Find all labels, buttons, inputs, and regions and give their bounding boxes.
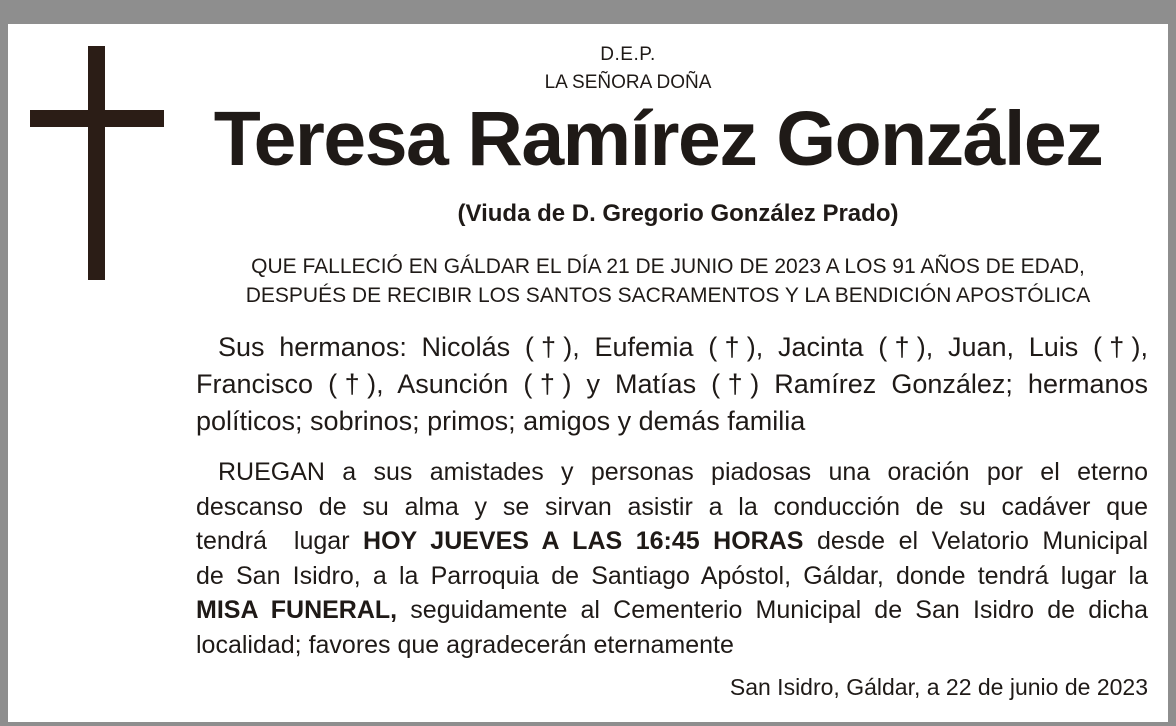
family-line: Sus hermanos: Nicolás (†), Eufemia (†), Jacinta (†), Juan, Luis (†), [218,332,1148,362]
funeral-mass-label: MISA FUNERAL, [196,596,398,624]
widow-of-line: (Viuda de D. Gregorio González Prado) [457,200,899,227]
deceased-name: Teresa Ramírez González [213,96,1103,182]
request-line [196,593,1148,628]
family-paragraph [196,329,1148,440]
death-notice [178,252,1158,310]
request-paragraph [196,455,1148,662]
latin-cross-icon [30,46,166,280]
obituary-card [8,24,1168,722]
family-line: Francisco (†), Asunción (†) y Matías (†) Ramírez González; hermanos [196,369,1148,399]
death-notice-line: QUE FALLECIÓ EN GÁLDAR EL DÍA 21 DE JUNIO DE 2023 A LOS 91 AÑOS DE EDAD, [251,255,1085,278]
request-text: seguidamente al Cementerio Municipal de San Isidro de dicha [397,596,1148,624]
dep-label: D.E.P. [600,44,656,65]
place-date-signature: San Isidro, Gáldar, a 22 de junio de 2023 [729,674,1148,700]
request-text: desde el Velatorio Municipal [803,527,1148,555]
service-time: HOY JUEVES A LAS 16:45 HORAS [363,527,804,555]
request-line: localidad; favores que agradecerán eternamente [196,630,734,659]
request-line: de San Isidro, a la Parroquia de Santiago Apóstol, Gáldar, donde tendrá lugar la [196,561,1148,590]
family-line: políticos; sobrinos; primos; amigos y demás familia [196,406,806,436]
title-prefix: LA SEÑORA DOÑA [544,72,712,93]
request-text: tendrá lugar [196,527,364,555]
request-line: descanso de su alma y se sirvan asistir a la conducción de su cadáver que [196,492,1148,521]
request-line: RUEGAN a sus amistades y personas piadosas una oración por el eterno [218,458,1148,486]
request-line [196,524,1148,559]
death-notice-line: DESPUÉS DE RECIBIR LOS SANTOS SACRAMENTOS Y LA BENDICIÓN APOSTÓLICA [245,284,1091,307]
